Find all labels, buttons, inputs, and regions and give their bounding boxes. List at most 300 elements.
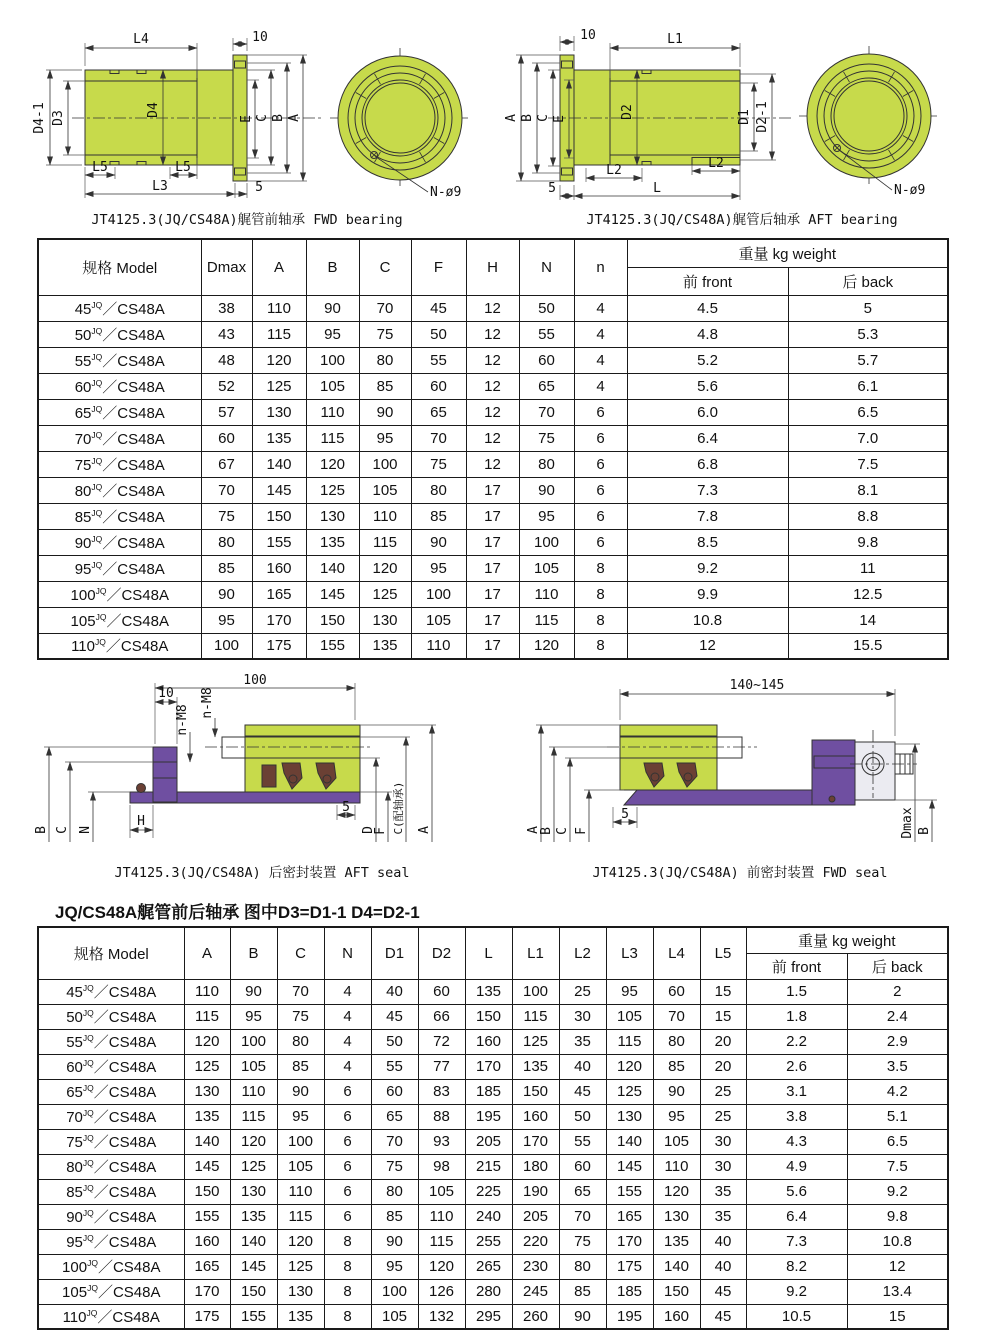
value-cell: 60 [201,425,252,451]
column-header: B [306,239,359,295]
model-superscript: JQ [82,983,94,993]
value-cell: 80 [359,347,411,373]
value-cell: 38 [201,295,252,321]
dim-label: C [536,114,551,122]
value-cell: 110 [653,1154,700,1179]
value-cell: 60 [519,347,574,373]
value-cell: 185 [606,1279,653,1304]
value-cell: 50 [559,1104,606,1129]
weight-back-cell: 7.5 [788,451,948,477]
value-cell: 57 [201,399,252,425]
value-cell: 83 [418,1079,465,1104]
model-cell: $100^{JQ}/CS48A$ [38,581,201,607]
value-cell: 12 [466,399,519,425]
value-cell: 165 [606,1204,653,1229]
value-cell: 130 [653,1204,700,1229]
model-cell: $45^{JQ}/CS48A$ [38,295,201,321]
value-cell: 170 [606,1229,653,1254]
weight-front-cell: 3.8 [746,1104,847,1129]
model-cell: $85^{JQ}/CS48A$ [38,1179,184,1204]
dim-label: C(配轴承) [392,781,405,835]
value-cell: 66 [418,1004,465,1029]
value-cell: 25 [700,1104,746,1129]
value-cell: 95 [371,1254,418,1279]
column-header: A [252,239,306,295]
value-cell: 120 [277,1229,324,1254]
value-cell: 12 [466,347,519,373]
model-superscript: JQ [87,1258,98,1268]
value-cell: 150 [230,1279,277,1304]
dim-label: H [137,814,145,829]
weight-front-cell: 6.0 [627,399,788,425]
value-cell: 6 [574,529,627,555]
value-cell: 30 [700,1154,746,1179]
table-row [38,1104,948,1129]
model-superscript: JQ [91,377,103,388]
weight-front-cell: 3.1 [746,1079,847,1104]
weight-front-cell: 5.6 [627,373,788,399]
value-cell: 135 [653,1229,700,1254]
value-cell: 150 [653,1279,700,1304]
value-cell: 125 [306,477,359,503]
weight-front-cell: 6.4 [627,425,788,451]
value-cell: 215 [465,1154,512,1179]
weight-front-cell: 2.6 [746,1054,847,1079]
value-cell: 50 [411,321,466,347]
value-cell: 30 [559,1004,606,1029]
model-superscript: JQ [91,403,103,414]
weight-front-cell: 7.3 [627,477,788,503]
value-cell: 6 [574,451,627,477]
value-cell: 6 [324,1154,371,1179]
value-cell: 160 [252,555,306,581]
value-cell: 95 [359,425,411,451]
value-cell: 120 [230,1129,277,1154]
dim-label: A [417,826,432,834]
dim-label: N [78,826,93,834]
figure-caption: JT4125.3(JQ/CS48A)艉管后轴承 AFT bearing [586,212,898,228]
value-cell: 12 [466,373,519,399]
column-header: N [324,927,371,979]
column-header: D2 [418,927,465,979]
value-cell: 90 [306,295,359,321]
value-cell: 15 [700,979,746,1004]
dim-label: L2 [708,156,724,171]
value-cell: 115 [359,529,411,555]
value-cell: 40 [700,1254,746,1279]
value-cell: 75 [371,1154,418,1179]
column-header: F [411,239,466,295]
value-cell: 60 [411,373,466,399]
value-cell: 240 [465,1204,512,1229]
value-cell: 93 [418,1129,465,1154]
value-cell: 110 [230,1079,277,1104]
value-cell: 135 [184,1104,230,1129]
value-cell: 115 [519,607,574,633]
dim-label: 10 [252,30,268,45]
value-cell: 70 [359,295,411,321]
value-cell: 170 [512,1129,559,1154]
value-cell: 175 [184,1304,230,1329]
value-cell: 260 [512,1304,559,1329]
value-cell: 30 [700,1129,746,1154]
weight-back-cell: 7.0 [788,425,948,451]
value-cell: 60 [653,979,700,1004]
value-cell: 12 [466,321,519,347]
value-cell: 17 [466,633,519,659]
value-cell: 40 [371,979,418,1004]
model-cell: $80^{JQ}/CS48A$ [38,1154,184,1179]
column-header: D1 [371,927,418,979]
value-cell: 80 [653,1029,700,1054]
column-header: 前 front [746,953,847,979]
value-cell: 115 [418,1229,465,1254]
weight-front-cell: 9.9 [627,581,788,607]
table-row [38,1229,948,1254]
table-row [38,425,948,451]
value-cell: 90 [519,477,574,503]
value-cell: 50 [371,1029,418,1054]
bearing-body [574,70,740,165]
value-cell: 17 [466,503,519,529]
value-cell: 95 [519,503,574,529]
column-header: H [466,239,519,295]
value-cell: 85 [359,373,411,399]
model-cell: $90^{JQ}/CS48A$ [38,529,201,555]
value-cell: 135 [512,1054,559,1079]
value-cell: 265 [465,1254,512,1279]
model-cell: $110^{JQ}/CS48A$ [38,633,201,659]
value-cell: 95 [306,321,359,347]
value-cell: 205 [512,1204,559,1229]
dim-label: A [504,114,519,122]
value-cell: 90 [653,1079,700,1104]
table-row [38,1029,948,1054]
value-cell: 105 [306,373,359,399]
value-cell: 70 [371,1129,418,1154]
value-cell: 160 [184,1229,230,1254]
model-superscript: JQ [86,1307,98,1318]
model-superscript: JQ [82,1208,94,1218]
model-superscript: JQ [82,1233,94,1243]
model-cell: $45^{JQ}/CS48A$ [38,979,184,1004]
value-cell: 17 [466,529,519,555]
dim-label: Dmax [900,807,915,839]
table-row [38,1254,948,1279]
value-cell: 80 [519,451,574,477]
dim-label: D1 [737,109,752,125]
weight-back-cell: 10.8 [847,1229,948,1254]
model-superscript: JQ [82,1183,94,1193]
value-cell: 125 [512,1029,559,1054]
seal-figures-row [0,670,985,890]
weight-back-cell: 15 [847,1304,948,1329]
value-cell: 280 [465,1279,512,1304]
column-header: L2 [559,927,606,979]
value-cell: 60 [371,1079,418,1104]
weight-front-cell: 10.8 [627,607,788,633]
figure-caption: JT4125.3(JQ/CS48A)艉管前轴承 FWD bearing [91,212,403,228]
weight-front-cell: 10.5 [746,1304,847,1329]
weight-back-cell: 15.5 [788,633,948,659]
value-cell: 195 [606,1304,653,1329]
model-cell: $80^{JQ}/CS48A$ [38,477,201,503]
dim-label: 5 [255,180,263,195]
value-cell: 220 [512,1229,559,1254]
model-superscript: JQ [91,299,103,310]
value-cell: 55 [519,321,574,347]
weight-back-cell: 9.8 [847,1204,948,1229]
model-superscript: JQ [82,1083,94,1093]
table-row [38,321,948,347]
dim-label: B [271,114,286,122]
dim-label: A [526,826,541,834]
value-cell: 125 [230,1154,277,1179]
value-cell: 195 [465,1104,512,1129]
weight-back-cell: 4.2 [847,1079,948,1104]
model-cell: $55^{JQ}/CS48A$ [38,347,201,373]
value-cell: 100 [371,1279,418,1304]
value-cell: 155 [306,633,359,659]
value-cell: 115 [230,1104,277,1129]
dim-label: C [255,114,270,122]
value-cell: 140 [252,451,306,477]
value-cell: 225 [465,1179,512,1204]
value-cell: 17 [466,607,519,633]
dim-label: D2-1 [755,101,770,133]
value-cell: 40 [700,1229,746,1254]
weight-back-cell: 11 [788,555,948,581]
model-cell: $55^{JQ}/CS48A$ [38,1029,184,1054]
model-superscript: JQ [95,611,107,622]
value-cell: 135 [359,633,411,659]
value-cell: 80 [277,1029,324,1054]
column-header: n [574,239,627,295]
value-cell: 130 [359,607,411,633]
o-ring [137,784,146,793]
value-cell: 170 [465,1054,512,1079]
value-cell: 100 [306,347,359,373]
weight-back-cell: 5.3 [788,321,948,347]
value-cell: 115 [277,1204,324,1229]
table-row [38,1204,948,1229]
table-row [38,1054,948,1079]
value-cell: 90 [371,1229,418,1254]
value-cell: 130 [606,1104,653,1129]
value-cell: 255 [465,1229,512,1254]
value-cell: 155 [252,529,306,555]
value-cell: 45 [700,1279,746,1304]
value-cell: 95 [277,1104,324,1129]
value-cell: 95 [230,1004,277,1029]
value-cell: 120 [306,451,359,477]
value-cell: 125 [359,581,411,607]
value-cell: 60 [418,979,465,1004]
dim-label: L1 [667,32,683,47]
model-cell: $70^{JQ}/CS48A$ [38,425,201,451]
dim-label: C [555,827,570,835]
value-cell: 90 [559,1304,606,1329]
value-cell: 125 [252,373,306,399]
note-line: JQ/CS48A艉管前后轴承 图中D3=D1-1 D4=D2-1 [55,903,420,922]
value-cell: 45 [411,295,466,321]
dim-label: E [552,115,567,123]
value-cell: 12 [466,295,519,321]
value-cell: 20 [700,1029,746,1054]
model-cell: $105^{JQ}/CS48A$ [38,1279,184,1304]
value-cell: 90 [277,1079,324,1104]
value-cell: 6 [324,1104,371,1129]
model-cell: $100^{JQ}/CS48A$ [38,1254,184,1279]
weight-back-cell: 2 [847,979,948,1004]
column-header: 后 back [847,953,948,979]
value-cell: 4 [324,1004,371,1029]
value-cell: 140 [184,1129,230,1154]
value-cell: 6 [324,1129,371,1154]
value-cell: 48 [201,347,252,373]
value-cell: 15 [700,1004,746,1029]
value-cell: 126 [418,1279,465,1304]
value-cell: 75 [359,321,411,347]
model-superscript: JQ [91,533,103,544]
dim-label: 5 [621,807,629,822]
value-cell: 17 [466,555,519,581]
weight-back-cell: 3.5 [847,1054,948,1079]
value-cell: 25 [559,979,606,1004]
dim-label: D4 [146,102,161,118]
clamp-hub [812,740,855,805]
value-cell: 80 [411,477,466,503]
hub-bolt [829,796,835,802]
table-row [38,451,948,477]
value-cell: 120 [252,347,306,373]
value-cell: 165 [252,581,306,607]
value-cell: 75 [201,503,252,529]
value-cell: 80 [201,529,252,555]
front-view-ring [338,56,462,180]
value-cell: 85 [371,1204,418,1229]
value-cell: 70 [201,477,252,503]
value-cell: 98 [418,1154,465,1179]
dim-label: L5 [175,160,191,175]
value-cell: 155 [230,1304,277,1329]
model-superscript: JQ [91,429,103,440]
model-cell: $110^{JQ}/CS48A$ [38,1304,184,1329]
value-cell: 135 [230,1204,277,1229]
value-cell: 6 [574,399,627,425]
value-cell: 135 [306,529,359,555]
dim-label: F [574,827,589,835]
table-row [38,1279,948,1304]
value-cell: 100 [277,1129,324,1154]
value-cell: 130 [306,503,359,529]
value-cell: 8 [574,607,627,633]
value-cell: 140 [606,1129,653,1154]
value-cell: 135 [465,979,512,1004]
value-cell: 125 [277,1254,324,1279]
weight-back-cell: 9.2 [847,1179,948,1204]
value-cell: 45 [559,1079,606,1104]
weight-back-cell: 5.1 [847,1104,948,1129]
value-cell: 115 [512,1004,559,1029]
value-cell: 130 [230,1179,277,1204]
column-header-weight: 重量 kg weight [746,927,948,953]
value-cell: 90 [201,581,252,607]
table-body [38,979,948,1329]
value-cell: 12 [466,425,519,451]
table-row [38,633,948,659]
dim-label: N-ø9 [430,185,462,200]
model-superscript: JQ [95,585,107,596]
value-cell: 4 [574,295,627,321]
table-row [38,477,948,503]
value-cell: 120 [519,633,574,659]
dim-label: D4-1 [32,102,47,134]
dim-label: 5 [342,800,350,815]
value-cell: 150 [465,1004,512,1029]
dim-label: 100 [243,673,267,688]
column-header-weight: 重量 kg weight [627,239,948,267]
weight-front-cell: 12 [627,633,788,659]
model-cell: $50^{JQ}/CS48A$ [38,321,201,347]
column-header: L1 [512,927,559,979]
dim-label: D [361,826,376,834]
value-cell: 110 [411,633,466,659]
value-cell: 135 [252,425,306,451]
value-cell: 170 [184,1279,230,1304]
value-cell: 25 [700,1079,746,1104]
value-cell: 70 [411,425,466,451]
value-cell: 4 [324,1054,371,1079]
table-header [38,239,948,295]
model-superscript: JQ [87,1283,98,1293]
fwd-seal-figure [492,670,985,890]
value-cell: 4 [324,979,371,1004]
dim-label: N-ø9 [894,183,926,198]
weight-back-cell: 7.5 [847,1154,948,1179]
weight-front-cell: 2.2 [746,1029,847,1054]
value-cell: 105 [606,1004,653,1029]
value-cell: 4 [574,373,627,399]
weight-back-cell: 8.1 [788,477,948,503]
value-cell: 70 [519,399,574,425]
value-cell: 130 [184,1079,230,1104]
value-cell: 17 [466,581,519,607]
weight-back-cell: 14 [788,607,948,633]
value-cell: 155 [606,1179,653,1204]
model-cell: $75^{JQ}/CS48A$ [38,1129,184,1154]
value-cell: 245 [512,1279,559,1304]
value-cell: 140 [306,555,359,581]
column-header: N [519,239,574,295]
weight-front-cell: 8.2 [746,1254,847,1279]
value-cell: 75 [277,1004,324,1029]
table-row [38,1304,948,1329]
value-cell: 17 [466,477,519,503]
weight-front-cell: 6.4 [746,1204,847,1229]
weight-front-cell: 5.6 [746,1179,847,1204]
value-cell: 105 [359,477,411,503]
column-header: 后 back [788,267,948,295]
column-header: L5 [700,927,746,979]
dim-label: A [287,114,302,122]
table-row [38,1129,948,1154]
value-cell: 115 [606,1029,653,1054]
value-cell: 45 [371,1004,418,1029]
value-cell: 145 [252,477,306,503]
table-row [38,555,948,581]
model-cell: $75^{JQ}/CS48A$ [38,451,201,477]
